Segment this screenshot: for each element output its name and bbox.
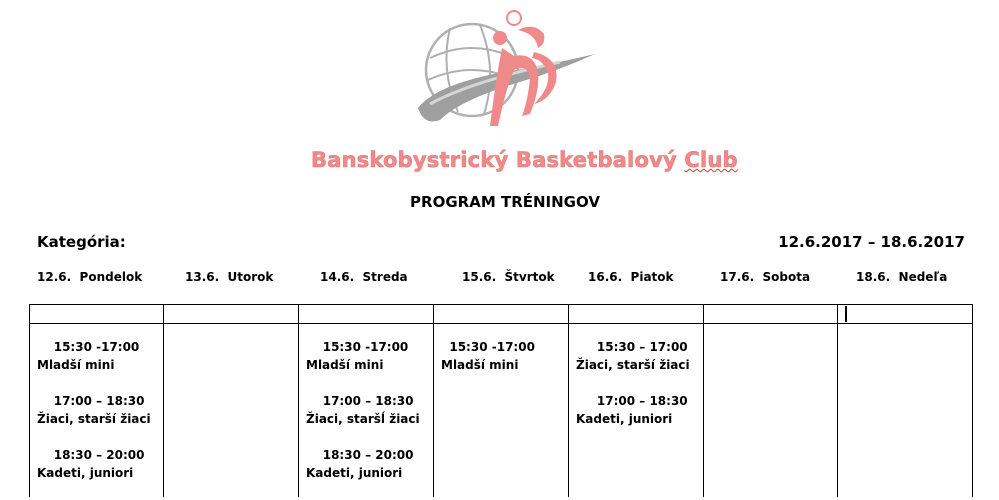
- time-text: 17:00 – 18:30: [53, 394, 145, 408]
- time-text: 15:30 -17:00: [449, 340, 535, 354]
- training-time: [37, 338, 151, 356]
- schedule-table: [29, 304, 973, 497]
- day-header-monday: [37, 270, 142, 284]
- column-divider: [298, 304, 299, 497]
- training-time: [37, 392, 151, 410]
- column-divider: [837, 304, 838, 497]
- training-group: Žiaci, staršĺ žiaci: [306, 412, 420, 426]
- day-date: 12.6.: [37, 270, 72, 284]
- time-text: 17:00 – 18:30: [596, 394, 688, 408]
- training-group: Žiaci, starší žiaci: [576, 358, 690, 372]
- club-name: [311, 148, 738, 172]
- training-time: [37, 446, 151, 464]
- training-group: Kadeti, juniori: [306, 466, 403, 480]
- time-text: 17:00 – 18:30: [322, 394, 414, 408]
- day-name: Štvrtok: [504, 270, 555, 284]
- schedule-cell-monday: [37, 338, 151, 500]
- training-group: Kadeti, juniori: [37, 466, 134, 480]
- club-logo: [410, 8, 600, 136]
- day-name: Sobota: [762, 270, 811, 284]
- time-text: 15:30 -17:00: [322, 340, 409, 354]
- day-header-sunday: [856, 270, 947, 284]
- training-time: [306, 338, 420, 356]
- training-slot: [37, 446, 151, 500]
- table-border-top: [29, 304, 973, 305]
- day-date: 14.6.: [320, 270, 355, 284]
- training-group: Mladší mini: [306, 358, 384, 372]
- schedule-cell-friday: [576, 338, 690, 446]
- training-slot: [306, 446, 420, 500]
- training-slot: [441, 338, 535, 392]
- time-text: 15:30 – 17:00: [596, 340, 688, 354]
- day-name: Nedeľa: [898, 270, 948, 284]
- table-border-left: [29, 304, 30, 497]
- time-text: 15:30 -17:00: [53, 340, 140, 354]
- training-slot: [37, 338, 151, 392]
- date-range: 12.6.2017 – 18.6.2017: [778, 233, 965, 251]
- training-time: [576, 392, 690, 410]
- column-divider: [163, 304, 164, 497]
- training-group: Kadeti, juniori: [576, 412, 673, 426]
- day-header-wednesday: [320, 270, 408, 284]
- training-slot: [576, 392, 690, 446]
- club-name-prefix: Banskobystrický Basketbalový: [311, 148, 685, 172]
- training-group: Mladší mini: [37, 358, 115, 372]
- club-name-suffix: Club: [684, 148, 738, 172]
- day-name: Streda: [362, 270, 408, 284]
- day-name: Piatok: [630, 270, 674, 284]
- day-header-saturday: [720, 270, 810, 284]
- training-slot: [306, 392, 420, 446]
- time-text: 18:30 – 20:00: [53, 448, 145, 462]
- day-date: 16.6.: [588, 270, 623, 284]
- program-title: PROGRAM TRÉNINGOV: [410, 193, 600, 211]
- training-time: [441, 338, 535, 356]
- day-name: Utorok: [227, 270, 274, 284]
- training-slot: [306, 338, 420, 392]
- schedule-cell-thursday: [441, 338, 535, 392]
- day-date: 13.6.: [185, 270, 220, 284]
- day-header-tuesday: [185, 270, 273, 284]
- text-cursor[interactable]: [845, 306, 847, 322]
- day-date: 15.6.: [462, 270, 497, 284]
- day-date: 17.6.: [720, 270, 755, 284]
- day-name: Pondelok: [79, 270, 143, 284]
- training-time: [306, 446, 420, 464]
- column-divider: [568, 304, 569, 497]
- day-header-friday: [588, 270, 674, 284]
- column-divider: [433, 304, 434, 497]
- category-label: Kategória:: [37, 233, 126, 251]
- table-row-divider: [29, 323, 973, 324]
- training-group: Mladší mini: [441, 358, 519, 372]
- time-text: 18:30 – 20:00: [322, 448, 414, 462]
- training-slot: [37, 392, 151, 446]
- training-slot: [576, 338, 690, 392]
- day-header-thursday: [462, 270, 555, 284]
- training-time: [306, 392, 420, 410]
- training-time: [576, 338, 690, 356]
- column-divider: [703, 304, 704, 497]
- table-border-right: [972, 304, 973, 497]
- day-date: 18.6.: [856, 270, 891, 284]
- schedule-cell-wednesday: [306, 338, 420, 500]
- training-group: Žiaci, starší žiaci: [37, 412, 151, 426]
